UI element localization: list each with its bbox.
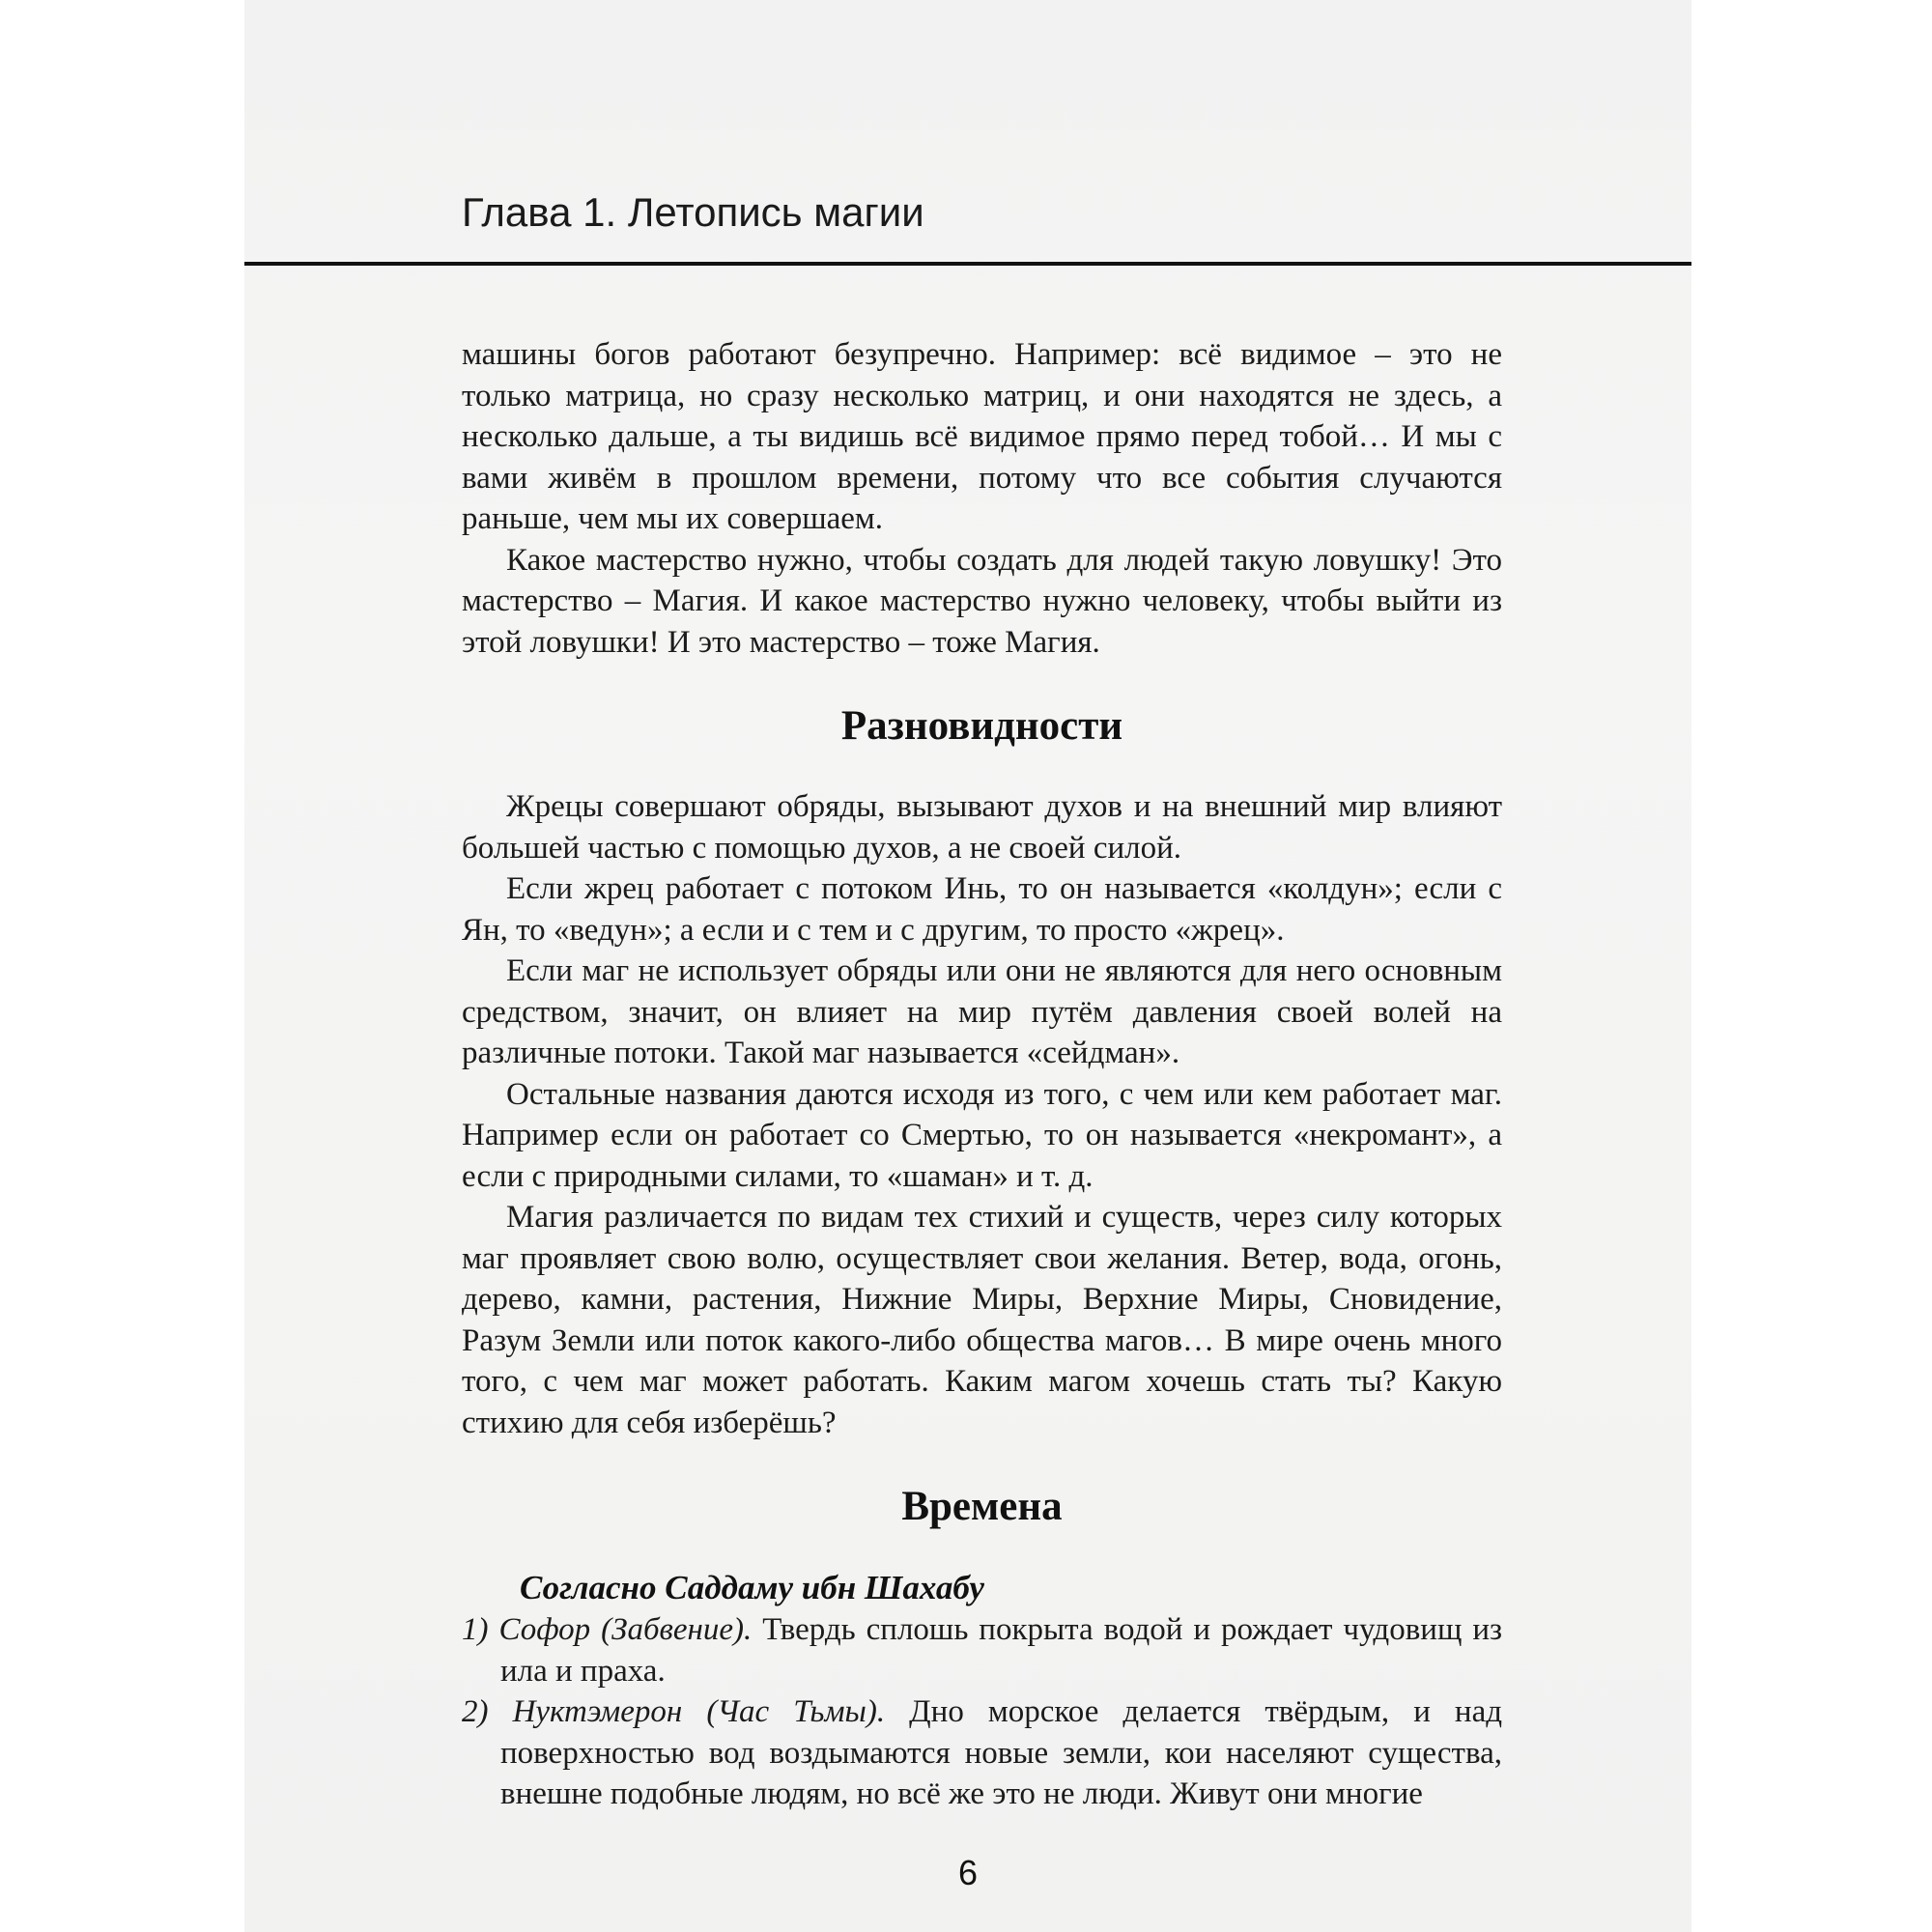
list-item (462, 1691, 1502, 1815)
list-item-term: Софор (Забвение). (498, 1612, 753, 1647)
chapter-header: Глава 1. Летопись магии (462, 189, 924, 235)
varieties-paragraph: Жрецы совершают обряды, вызывают духов и на внешний мир влияют большей частью с помощью духов, а не своей силой. (462, 789, 1502, 866)
page-body (462, 334, 1502, 1815)
varieties-paragraph: Если жрец работает с потоком Инь, то он называется «колдун»; если с Ян, то «ведун»; а если и с тем и с другим, то просто «жрец». (462, 871, 1502, 948)
list-item-num: 2) (462, 1694, 489, 1729)
varieties-paragraph: Магия различается по видам тех стихий и существ, через силу которых маг проявляет свою волю, осуществляет свои желания. Ветер, вода, огонь, дерево, камни, растения, Нижние Миры, Верхние Миры, Сновидение, Разум Земли или поток какого-либо общества магов… В мире очень много того, с чем маг может работать. Каким магом хочешь стать ты? Какую стихию для себя изберёшь? (462, 1200, 1502, 1440)
document-page (244, 0, 1691, 1932)
list-item-term: Нуктэмерон (Час Тьмы). (512, 1694, 886, 1729)
list-item-text: Твердь сплошь покрыта водой и рождает чудовищ из ила и праха. (500, 1612, 1503, 1689)
varieties-paragraph: Если маг не использует обряды или они не являются для него основным средством, значит, он влияет на мир путём давления своей волей на различные потоки. Такой маг называется «сейдман». (462, 953, 1502, 1070)
header-rule (244, 262, 1691, 266)
page-number: 6 (957, 1853, 979, 1892)
list-item-num: 1) (462, 1612, 489, 1647)
section-heading-times: Времена (901, 1484, 1063, 1529)
varieties-paragraph: Остальные названия даются исходя из того, с чем или кем работает маг. Например если он работает со Смертью, то он называется «некромант», а если с природными силами, то «шаман» и т. д. (462, 1076, 1502, 1194)
section-heading-varieties: Разновидности (840, 703, 1123, 749)
intro-paragraph: машины богов работают безупречно. Например: всё видимое – это не только матрица, но сразу несколько матриц, и они находятся не здесь, а несколько дальше, а ты видишь всё видимое прямо перед тобой… И мы с вами живём в прошлом времени, потому что все события случаются раньше, чем мы их совершаем. (462, 337, 1502, 536)
intro-paragraph: Какое мастерство нужно, чтобы создать для людей такую ловушку! Это мастерство – Магия. И какое мастерство нужно человеку, чтобы выйти из этой ловушки! И это мастерство – тоже Магия. (462, 542, 1502, 660)
list-item-text: Дно морское делается твёрдым, и над поверхностью вод воздымаются новые земли, кои населяют существа, внешне подобные людям, но всё же это не люди. Живут они многие (500, 1694, 1503, 1811)
times-subheading: Согласно Саддаму ибн Шахабу (520, 1569, 984, 1606)
list-item (462, 1609, 1502, 1691)
